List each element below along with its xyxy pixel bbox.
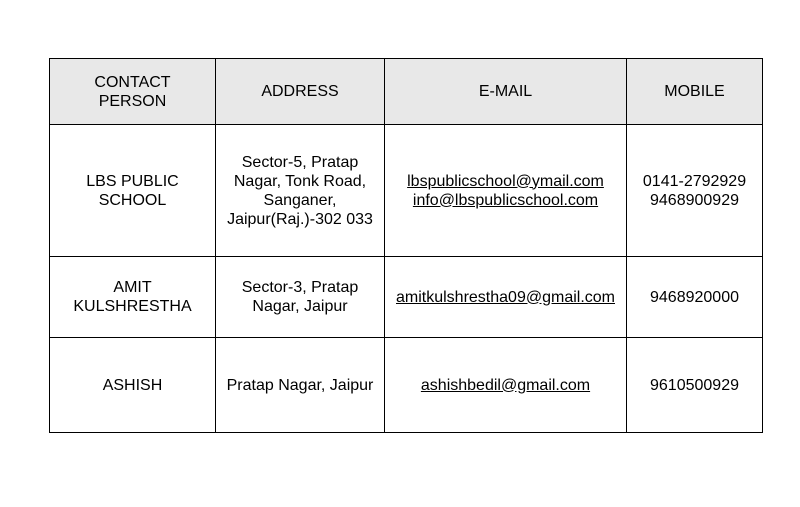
table-row bbox=[50, 257, 763, 338]
contact-person-line: SCHOOL bbox=[98, 191, 167, 209]
header-contact-person bbox=[50, 59, 216, 125]
mobile-number: 9468900929 bbox=[650, 191, 739, 209]
email-link[interactable]: info@lbspublicschool.com bbox=[412, 191, 599, 209]
header-email: E-MAIL bbox=[385, 59, 627, 125]
address-line: Sector-5, Pratap bbox=[241, 153, 359, 171]
address-line: Pratap Nagar, Jaipur bbox=[226, 376, 374, 394]
address-line: Nagar, Tonk Road, bbox=[233, 172, 367, 190]
contact-person-cell bbox=[50, 257, 216, 338]
address-cell bbox=[216, 257, 385, 338]
contact-person-line: KULSHRESTHA bbox=[73, 298, 192, 315]
contact-person-line: LBS PUBLIC bbox=[86, 172, 179, 190]
email-link[interactable]: ashishbedil@gmail.com bbox=[420, 376, 591, 394]
header-contact-person-line: PERSON bbox=[98, 92, 167, 110]
table-header-row bbox=[50, 59, 763, 125]
address-line: Jaipur(Raj.)-302 033 bbox=[227, 210, 373, 228]
email-cell bbox=[385, 338, 627, 433]
email-link[interactable]: lbspublicschool@ymail.com bbox=[407, 172, 604, 190]
contact-person-cell bbox=[50, 338, 216, 433]
mobile-number: 0141-2792929 bbox=[642, 172, 747, 190]
contact-person-line: AMIT bbox=[113, 279, 152, 296]
address-line: Sector-3, Pratap bbox=[241, 279, 359, 296]
header-contact-person-line: CONTACT bbox=[94, 73, 171, 91]
contact-person-line: ASHISH bbox=[102, 376, 163, 394]
address-cell bbox=[216, 338, 385, 433]
table-row bbox=[50, 125, 763, 257]
contacts-table bbox=[49, 58, 763, 433]
header-mobile: MOBILE bbox=[627, 59, 763, 125]
address-line: Sanganer, bbox=[263, 191, 337, 209]
email-cell bbox=[385, 125, 627, 257]
mobile-cell bbox=[627, 338, 763, 433]
email-link[interactable]: amitkulshrestha09@gmail.com bbox=[396, 288, 615, 306]
mobile-cell bbox=[627, 257, 763, 338]
mobile-number: 9610500929 bbox=[650, 376, 739, 394]
address-line: Nagar, Jaipur bbox=[252, 298, 348, 315]
header-address: ADDRESS bbox=[216, 59, 385, 125]
table-row bbox=[50, 338, 763, 433]
contact-person-cell bbox=[50, 125, 216, 257]
mobile-cell bbox=[627, 125, 763, 257]
mobile-number: 9468920000 bbox=[650, 288, 739, 306]
address-cell bbox=[216, 125, 385, 257]
email-cell bbox=[385, 257, 627, 338]
